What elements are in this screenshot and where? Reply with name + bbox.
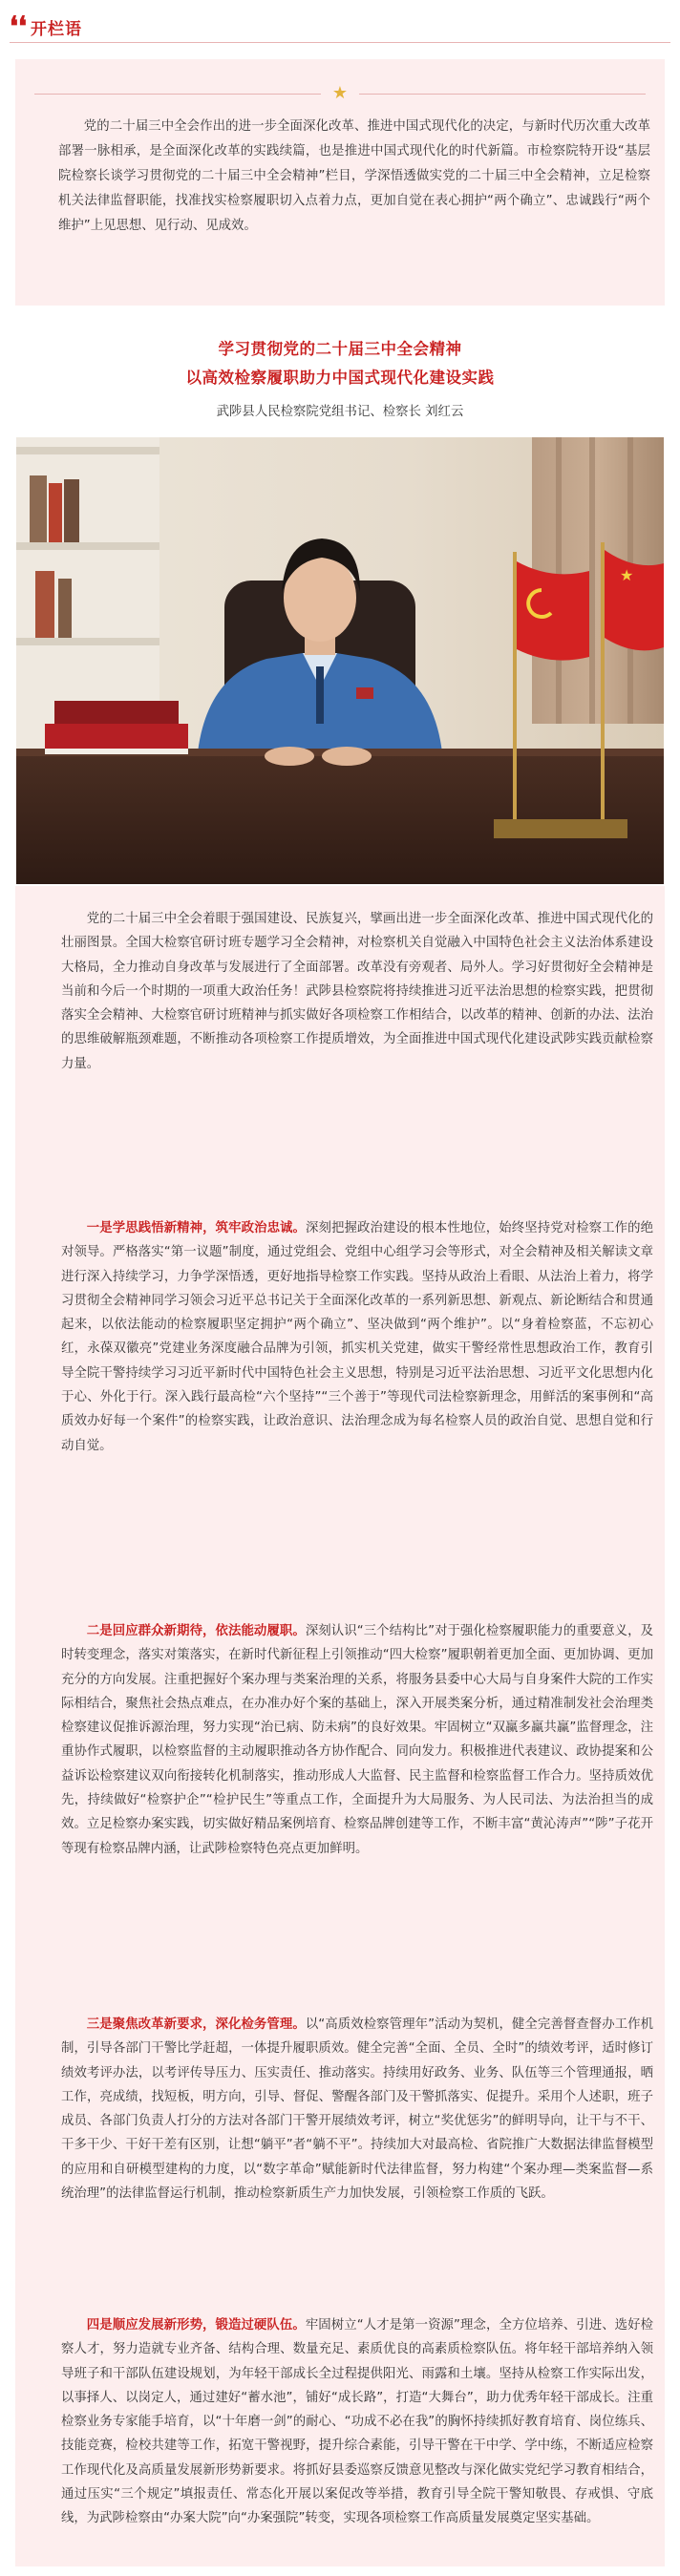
quote-mark-icon: ❛❛ [10,11,28,42]
body-paragraph-3 [61,1619,653,1861]
intro-text: 党的二十届三中全会作出的进一步全面深化改革、推进中国式现代化的决定，与新时代历次重大改革部署一脉相承，是全面深化改革的实践续篇，也是推进中国式现代化的时代新篇。市检察院特开设“基层院检察长谈学习贯彻党的二十届三中全会精神”栏目，学深悟透做实党的二十届三中全会精神，立足检察机关法律监督职能，找准找实检察履职切入点着力点，更加自觉在表心拥护“两个确立”、忠诚践行“两个维护”上见思想、见行动、见成效。 [58,119,650,233]
intro-divider-right [359,94,646,95]
paragraph-3-lead: 二是回应群众新期待，依法能动履职。 [86,1624,306,1638]
intro-divider-left [34,94,321,95]
column-header [10,13,82,40]
portrait-photo [16,437,664,884]
column-label: 开栏语 [31,19,83,39]
article-title-line2: 以高效检察履职助力中国式现代化建设实践 [185,369,495,387]
paragraph-3-text: 深刻认识“三个结构比”对于强化检察履职能力的重要意义，及时转变理念，落实对策落实，在新时代新征程上引领推动“四大检察”履职朝着更加全面、更加协调、更加充分的方向发展。注重把握好个案办理与类案治理的关系，将服务县委中心大局与自身案件大院的工作实际相结合，聚焦社会热点难点，在办准办好个案的基础上，深入开展类案分析，通过精准制发社会治理类检察建议促推诉源治理，努力实现“治已病、防未病”的良好效果。牢固树立“双赢多赢共赢”监督理念，注重协作式履职，以检察监督的主动履职推动各方协作配合、同向发力。积极推进代表建议、政协提案和公益诉讼检察建议双向衔接转化机制落实，推动形成人大监督、民主监督和检察监督工作合力。坚持质效优先，持续做好“检察护企”“检护民生”等重点工作，全面提升为大局服务、为人民司法、为法治担当的成效。立足检察办案实践，切实做好精品案例培育、检察品牌创建等工作，不断丰富“黄沁涛声”“陟”子花开等现有检察品牌内涵，让武陟检察特色亮点更加鲜明。 [61,1624,654,1856]
article-body [15,886,665,2566]
svg-text:★: ★ [620,566,634,584]
paragraph-2-lead: 一是学思践悟新精神，筑牢政治忠诚。 [86,1221,307,1235]
paragraph-4-lead: 三是聚焦改革新要求，深化检务管理。 [86,2017,306,2032]
body-paragraph-1: 党的二十届三中全会着眼于强国建设、民族复兴，擘画出进一步全面深化改革、推进中国式现代化的壮丽图景。全国大检察官研讨班专题学习全会精神，对检察机关自觉融入中国特色社会主义法治体系建设大格局，全力推动自身改革与发展进行了全面部署。改革没有旁观者、局外人。学习好贯彻好全会精神是当前和今后一个时期的一项重大政治任务！武陟县检察院将持续推进习近平法治思想的检察实践，把贯彻落实全会精神、大检察官研讨班精神与抓实做好各项检察工作相结合，以改革的精神、创新的办法、法治的思维破解瓶颈难题，不断推动各项检察工作提质增效，为全面推进中国式现代化建设武陟实践贡献检察力量。 [61,912,653,1071]
article-title-line1: 学习贯彻党的二十届三中全会精神 [218,340,462,358]
paragraph-4-text: 以“高质效检察管理年”活动为契机，健全完善督查督办工作机制，引导各部门干警比学赶超，一体提升履职质效。健全完善“全面、全员、全时”的绩效考评，适时修订绩效考评办法，以考评传导压力、压实责任、推动落实。持续用好政务、业务、队伍等三个管理通报，晒工作，亮成绩，找短板，明方向，引导、督促、警醒各部门及干警抓落实、促提升。采用个人述职，班子成员、各部门负责人打分的方法对各部门干警开展绩效考评，树立“奖优惩劣”的鲜明导向，让干与不干、干多干少、干好干差有区别，让想“躺平”者“躺不平”。持续加大对最高检、省院推广大数据法律监督模型的应用和自研模型建构的力度，以“数字革命”赋能新时代法律监督，努力构建“个案办理—类案监督—系统治理”的法律监督运行机制，推动检察新质生产力加快发展，引领检察工作质的飞跃。 [61,2017,654,2202]
intro-box [15,59,665,306]
star-icon: ★ [323,84,357,103]
paragraph-5-text: 牢固树立“人才是第一资源”理念，全方位培养、引进、选好检察人才，努力造就专业齐备、结构合理、数量充足、素质优良的高素质检察队伍。将年轻干部培养纳入领导班子和干部队伍建设规划，为年轻干部成长全过程提供阳光、雨露和土壤。坚持从检察工作实际出发，以事择人、以岗定人，通过建好“蓄水池”，铺好“成长路”，打造“大舞台”，助力优秀年轻干部成长。注重检察业务专家能手培育，以“十年磨一剑”的耐心、“功成不必在我”的胸怀持续抓好教育培育、岗位练兵、技能竞赛，检校共建等工作，拓宽干警视野，提升综合素能，引导干警在干中学、学中练，不断适应检察工作现代化及高质量发展新形势新要求。将抓好县委巡察反馈意见整改与深化做实党纪学习教育相结合，通过压实“三个规定”填报责任、常态化开展以案促改等举措，教育引导全院干警知敬畏、存戒惧、守底线，为武陟检察由“办案大院”向“办案强院”转变，实现各项检察工作高质量发展奠定坚实基础。 [61,2318,654,2526]
body-paragraph-4 [61,2013,653,2206]
author-byline: 武陟县人民检察院党组书记、检察长 刘红云 [216,405,464,419]
body-paragraph-2 [61,1216,653,1458]
paragraph-2-text: 深刻把握政治建设的根本性地位，始终坚持党对检察工作的绝对领导。严格落实“第一议题”制度，通过党组会、党组中心组学习会等形式，对全会精神及相关解读文章进行深入持续学习，力争学深悟透，更好地指导检察工作实践。坚持从政治上看眼、从法治上着力，将学习贯彻全会精神同学习领会习近平总书记关于全面深化改革的一系列新思想、新观点、新论断结合和贯通起来，以依法能动的检察履职坚定拥护“两个确立”、坚决做到“两个维护”。以“身着检察蓝，不忘初心红，永葆双徽亮”党建业务深度融合品牌为引领，抓实机关党建，做实干警经常性思想政治工作，教育引导全院干警持续学习习近平新时代中国特色社会主义思想，特别是习近平法治思想、习近平文化思想内化于心、外化于行。深入践行最高检“六个坚持”“三个善于”等现代司法检察新理念，用鲜活的案事例和“高质效办好每一个案件”的检察实践，让政治意识、法治理念成为每名检察人员的政治自觉、思想自觉和行动自觉。 [61,1221,654,1453]
body-paragraph-5 [61,2313,653,2531]
header-divider [10,42,670,43]
paragraph-5-lead: 四是顺应发展新形势，锻造过硬队伍。 [86,2318,306,2333]
